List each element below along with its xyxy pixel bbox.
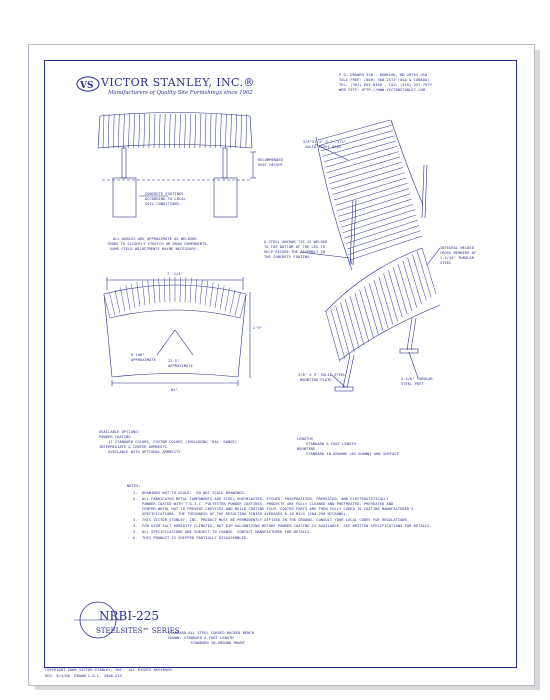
- slat-line: [205, 114, 206, 148]
- slat-line: [108, 114, 109, 148]
- contact-line: TEL: (301) 855-8300 - FAX: (410) 257-7579: [339, 83, 432, 87]
- slat-line: [169, 114, 170, 148]
- slat-line: [109, 292, 115, 315]
- slat-line: [318, 120, 390, 140]
- slat-line: [225, 114, 226, 148]
- slat-line: [131, 284, 135, 308]
- slat-line: [338, 194, 410, 217]
- depth-dimension: 2'9": [253, 326, 263, 330]
- slat-line: [190, 114, 191, 148]
- plan-view-slats: [104, 277, 246, 318]
- slat-line: [185, 114, 186, 148]
- slat-line: [334, 178, 406, 200]
- slat-line: [346, 220, 418, 243]
- slat-line: [113, 114, 114, 148]
- slat-line: [159, 278, 160, 303]
- slat-line: [403, 261, 417, 308]
- slat-line: [205, 281, 208, 306]
- chord-dimension: 82": [171, 388, 178, 392]
- slat-line: [417, 251, 431, 297]
- slat-line: [195, 114, 196, 148]
- slat-line: [174, 114, 175, 148]
- slat-line: [355, 293, 369, 342]
- slat-line: [104, 295, 110, 318]
- slat-line: [220, 114, 221, 148]
- slat-line: [326, 312, 340, 362]
- slat-line: [393, 267, 407, 314]
- slat-line: [231, 114, 232, 148]
- company-logo: [77, 77, 99, 91]
- slat-line: [142, 281, 145, 306]
- slat-line: [240, 295, 246, 318]
- slat-line: [235, 292, 241, 315]
- slat-line: [164, 114, 165, 148]
- slat-line: [374, 280, 388, 328]
- slat-line: [215, 114, 216, 148]
- slat-line: [215, 284, 219, 308]
- slat-line: [149, 114, 150, 148]
- slat-line: [210, 282, 213, 306]
- plan-view: [104, 277, 250, 386]
- iso-view-lower: [300, 248, 440, 391]
- slat-line: [139, 114, 140, 148]
- slat-line: [343, 210, 415, 233]
- slat-line: [159, 114, 160, 148]
- slat-line: [336, 306, 350, 356]
- model-number: NRBI-225: [99, 609, 160, 623]
- slat-line: [246, 114, 247, 148]
- slat-line: [350, 236, 422, 260]
- slat-line: [337, 189, 409, 211]
- slat-line: [137, 282, 140, 306]
- slat-line: [241, 114, 242, 148]
- company-name: VICTOR STANLEY, INC.®: [101, 76, 255, 89]
- slat-line: [398, 264, 412, 311]
- series-name: STEELSITES™ SERIES: [96, 627, 180, 635]
- slat-line: [123, 114, 124, 148]
- slat-line: [350, 296, 364, 345]
- slat-line: [200, 280, 202, 305]
- slat-line: [103, 114, 104, 148]
- slat-line: [118, 114, 119, 148]
- slat-line: [347, 225, 419, 249]
- slat-line: [379, 277, 393, 325]
- company-tagline: Manufacturers of Quality Site Furnishings since 1962: [108, 90, 253, 96]
- slat-line: [164, 277, 165, 302]
- slat-line: [412, 254, 426, 300]
- slat-line: [120, 288, 125, 312]
- slat-line: [345, 299, 359, 348]
- slat-line: [115, 290, 120, 314]
- overall-width-dimension: 7'-1/4": [167, 272, 183, 276]
- slat-line: [195, 279, 197, 304]
- slat-line: [384, 274, 398, 322]
- iso-lower-slats: [326, 248, 436, 362]
- front-view-slats: [103, 114, 247, 148]
- slat-line: [153, 279, 155, 304]
- slat-line: [340, 199, 412, 222]
- slat-line: [328, 157, 400, 178]
- contact-line: TOLL FREE: (800) 368-2573 (USA & CANADA): [339, 78, 430, 82]
- slat-line: [185, 277, 186, 302]
- slat-line: [331, 167, 403, 189]
- slat-line: [200, 114, 201, 148]
- slat-line: [154, 114, 155, 148]
- slat-line: [349, 231, 421, 255]
- slat-line: [364, 286, 378, 334]
- slat-line: [333, 173, 405, 195]
- slat-line: [230, 290, 235, 314]
- slat-line: [340, 302, 354, 351]
- slat-line: [134, 114, 135, 148]
- notes-title: NOTES:: [127, 484, 141, 488]
- slat-line: [388, 270, 402, 317]
- contact-line: P.O. DRAWER 330 - DUNKIRK, MD 20754 USA: [339, 73, 428, 77]
- slat-line: [422, 248, 436, 294]
- slat-line: [225, 288, 230, 312]
- slat-line: [129, 114, 130, 148]
- slat-line: [210, 114, 211, 148]
- slat-line: [236, 114, 237, 148]
- slat-line: [190, 278, 191, 303]
- svg-text:VS: VS: [80, 81, 94, 91]
- slat-line: [148, 280, 150, 305]
- slat-line: [408, 258, 422, 305]
- slat-line: [330, 162, 402, 183]
- slat-line: [360, 290, 374, 339]
- slat-line: [331, 309, 345, 359]
- contact-line: WEB SITE: HTTP://WWW.VICTORSTANLEY.COM: [339, 88, 426, 92]
- slat-line: [180, 114, 181, 148]
- slat-line: [144, 114, 145, 148]
- slat-line: [369, 283, 383, 331]
- slat-line: [335, 183, 407, 205]
